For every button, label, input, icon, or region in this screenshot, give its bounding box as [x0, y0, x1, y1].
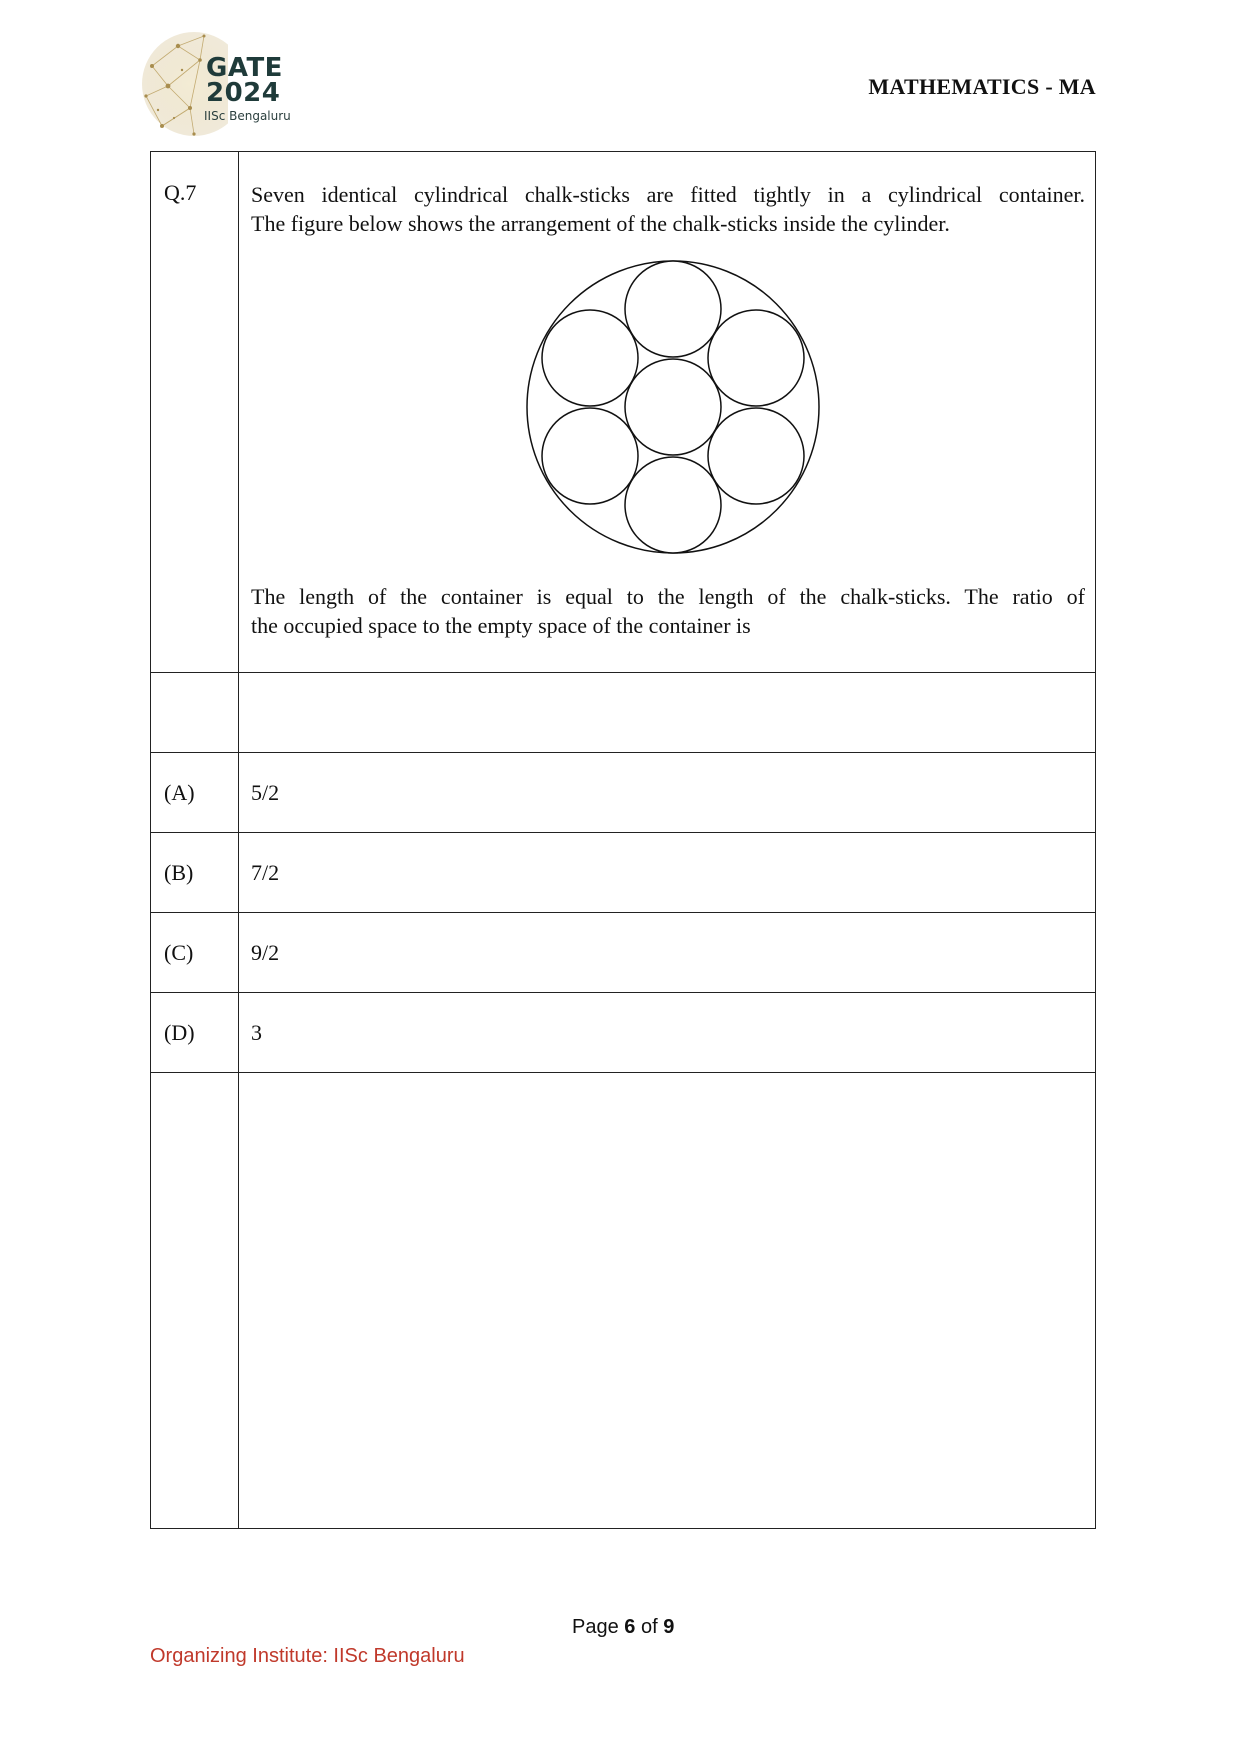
question-body: [239, 152, 1096, 673]
option-label: (B): [151, 833, 239, 913]
option-row-d: [151, 993, 1096, 1073]
question-text-line: the occupied space to the empty space of the container is: [251, 613, 751, 638]
option-value: 9/2: [239, 913, 1096, 993]
option-row-c: [151, 913, 1096, 993]
page-of: of: [640, 1616, 658, 1638]
question-text-line: The length of the container is equal to the length of the chalk-sticks. The ratio of: [251, 584, 1085, 609]
chalk-arrangement-figure: [523, 258, 823, 558]
chalk-stick-top: [625, 261, 721, 357]
page-prefix: Page: [572, 1616, 619, 1638]
chalk-stick-upper-right: [708, 310, 804, 406]
page-number: [572, 1616, 674, 1639]
question-row: [151, 152, 1096, 673]
question-text-line: The figure below shows the arrangement of the chalk-sticks inside the cylinder.: [251, 211, 950, 236]
blank-row: [151, 1073, 1096, 1529]
option-value: 7/2: [239, 833, 1096, 913]
logo-gate-text: GATE: [206, 53, 283, 83]
chalk-stick-upper-left: [542, 310, 638, 406]
logo-year-text: 2024: [206, 78, 281, 108]
logo-institute-text: IISc Bengaluru: [204, 109, 291, 123]
option-label: (C): [151, 913, 239, 993]
page-total: 9: [663, 1616, 675, 1638]
option-row-b: [151, 833, 1096, 913]
chalk-stick-bottom: [625, 457, 721, 553]
spacer-row: [151, 673, 1096, 753]
option-value: 3: [239, 993, 1096, 1073]
option-label: (A): [151, 753, 239, 833]
option-row-a: [151, 753, 1096, 833]
gate-logo: [138, 26, 298, 142]
option-label: (D): [151, 993, 239, 1073]
subject-title: MATHEMATICS - MA: [868, 74, 1096, 99]
question-text-line: Seven identical cylindrical chalk-sticks are fitted tightly in a cylindrical container.: [251, 182, 1085, 207]
organizer-footer: Organizing Institute: IISc Bengaluru: [150, 1645, 465, 1667]
question-number: Q.7: [151, 152, 239, 673]
option-value: 5/2: [239, 753, 1096, 833]
chalk-stick-center: [625, 359, 721, 455]
chalk-stick-lower-left: [542, 408, 638, 504]
question-table: [150, 151, 1096, 1529]
page-current: 6: [624, 1616, 636, 1638]
chalk-stick-lower-right: [708, 408, 804, 504]
